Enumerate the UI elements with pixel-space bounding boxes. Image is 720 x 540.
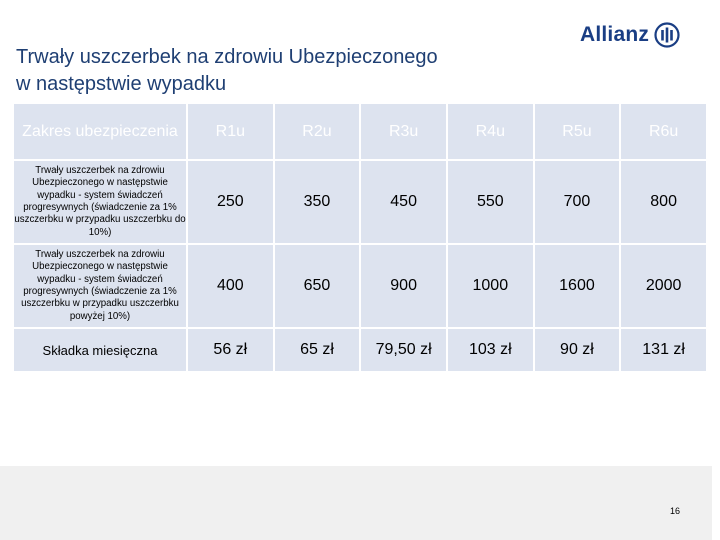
table-cell: 350 — [275, 161, 360, 243]
header-cell-r4u: R4u — [448, 104, 533, 159]
table-row-monthly-premium — [14, 329, 706, 371]
brand-name: Allianz — [580, 23, 650, 46]
table-cell: 700 — [535, 161, 620, 243]
table-cell: 131 zł — [621, 329, 706, 371]
table-cell: 1000 — [448, 245, 533, 327]
header-cell-r1u: R1u — [188, 104, 273, 159]
table-cell: 90 zł — [535, 329, 620, 371]
header-cell-r2u: R2u — [275, 104, 360, 159]
row-label: Trwały uszczerbek na zdrowiu Ubezpieczonego w następstwie wypadku - system świadczeń progresywnych (świadczenie za 1% uszczerbku w przypadku uszczerbku do 10%) — [14, 161, 186, 243]
table-cell: 79,50 zł — [361, 329, 446, 371]
benefits-table — [12, 102, 708, 373]
table-cell: 65 zł — [275, 329, 360, 371]
table-cell: 1600 — [535, 245, 620, 327]
table-row — [14, 245, 706, 327]
slide-title — [16, 44, 556, 98]
table-cell: 250 — [188, 161, 273, 243]
table-cell: 103 zł — [448, 329, 533, 371]
slide-title-line-1: Trwały uszczerbek na zdrowiu Ubezpieczonego — [16, 46, 438, 68]
table-cell: 800 — [621, 161, 706, 243]
table-row — [14, 161, 706, 243]
table-cell: 56 zł — [188, 329, 273, 371]
header-cell-r3u: R3u — [361, 104, 446, 159]
table-cell: 450 — [361, 161, 446, 243]
header-cell-r6u: R6u — [621, 104, 706, 159]
row-label: Trwały uszczerbek na zdrowiu Ubezpieczonego w następstwie wypadku - system świadczeń progresywnych (świadczenie za 1% uszczerbku w przypadku uszczerbku powyżej 10%) — [14, 245, 186, 327]
header-cell-scope: Zakres ubezpieczenia — [14, 104, 186, 159]
allianz-logo — [580, 20, 680, 50]
slide-title-line-2: w następstwie wypadku — [16, 73, 227, 95]
row-label: Składka miesięczna — [14, 329, 186, 371]
page-number: 16 — [670, 506, 681, 516]
table-header-row — [14, 104, 706, 159]
header-cell-r5u: R5u — [535, 104, 620, 159]
allianz-eagle-icon — [654, 22, 680, 48]
footer-band — [0, 466, 712, 540]
table-cell: 550 — [448, 161, 533, 243]
table-cell: 900 — [361, 245, 446, 327]
table-cell: 2000 — [621, 245, 706, 327]
table-cell: 650 — [275, 245, 360, 327]
table-cell: 400 — [188, 245, 273, 327]
